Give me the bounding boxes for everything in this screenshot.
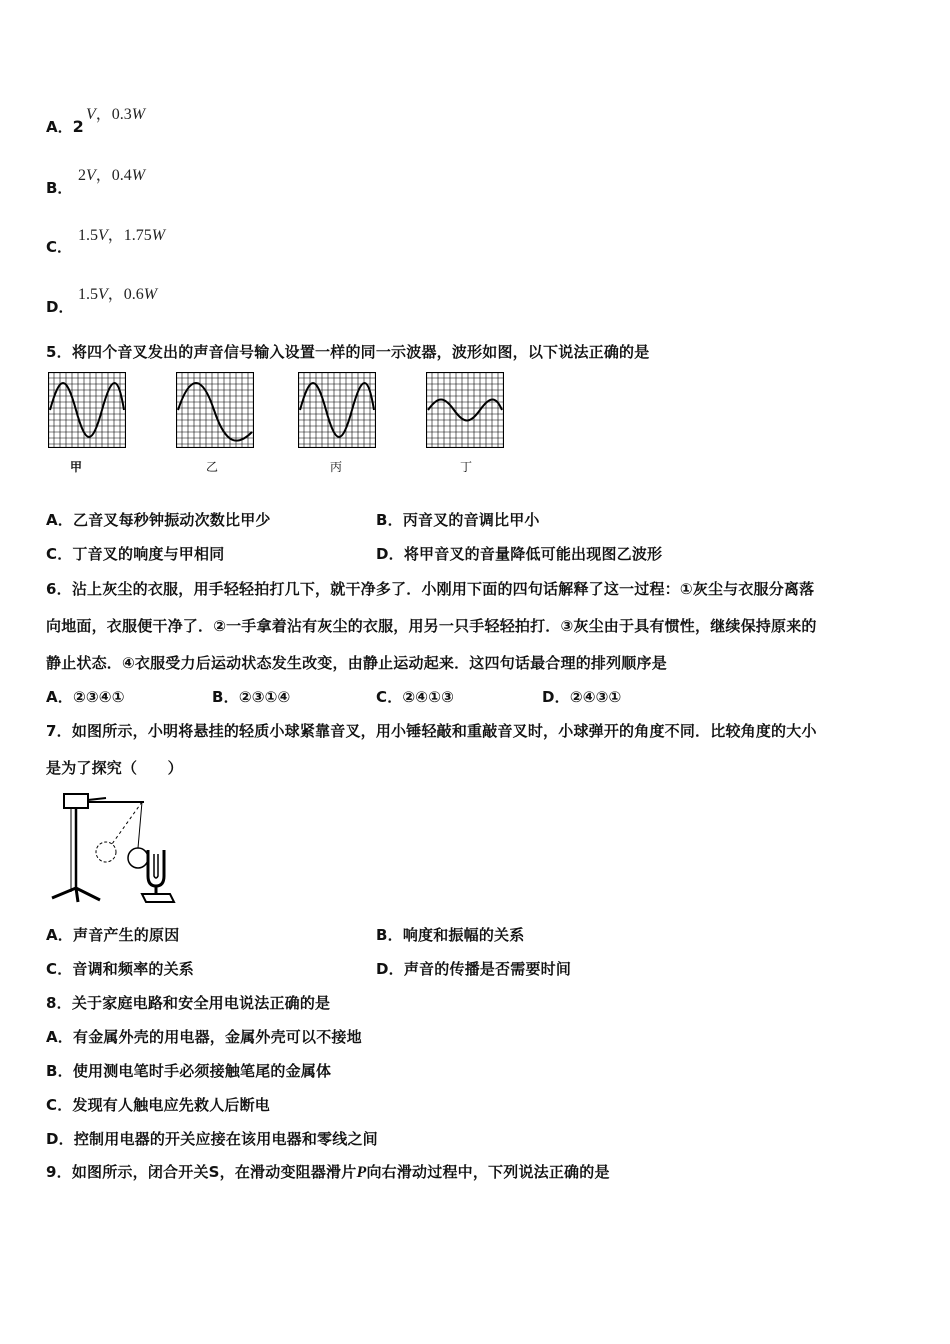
q4-option-b-value: 2V，0.4W [78,167,146,184]
q7-option-c: C．音调和频率的关系 [46,960,195,978]
q4-option-a-label: A．2 [46,117,84,136]
wave-label-bing: 丙 [330,460,343,474]
q4-option-a-value: V，0.3W [86,106,146,123]
q5-option-a: A．乙音叉每秒钟振动次数比甲少 [46,511,271,529]
wave-label-jia: 甲 [70,460,83,474]
q9-stem: 9．如图所示，闭合开关S，在滑动变阻器滑片P向右滑动过程中，下列说法正确的是 [46,1163,610,1181]
q8-option-c: C．发现有人触电应先救人后断电 [46,1096,271,1114]
q4-option-b-label: B． [46,179,73,197]
q5-option-c: C．丁音叉的响度与甲相同 [46,545,225,563]
waveform-yi [176,372,254,448]
q4-option-d-label: D． [46,298,74,316]
waveform-bing [298,372,376,448]
q5-option-b: B．丙音叉的音调比甲小 [376,511,540,529]
q4-option-d-value: 1.5V，0.6W [78,286,158,303]
q6-option-d: D．②④③① [542,688,622,706]
q6-option-a: A．②③④① [46,688,125,706]
wave-label-ding: 丁 [460,460,473,474]
q5-option-d: D．将甲音叉的音量降低可能出现图乙波形 [376,545,663,563]
q7-option-a: A．声音产生的原因 [46,926,180,944]
q8-option-a: A．有金属外壳的用电器，金属外壳可以不接地 [46,1028,362,1046]
q8-option-d: D．控制用电器的开关应接在该用电器和零线之间 [46,1130,378,1148]
q6-option-c: C．②④①③ [376,688,455,706]
q7-stem-line2: 是为了探究（ ） [46,759,183,777]
q5-stem: 5．将四个音叉发出的声音信号输入设置一样的同一示波器，波形如图，以下说法正确的是 [46,343,650,361]
waveform-jia [48,372,126,448]
q4-option-c-value: 1.5V，1.75W [78,227,166,244]
wave-label-yi: 乙 [206,460,219,474]
q6-stem-line2: 向地面，衣服便干净了．②一手拿着沾有灰尘的衣服，用另一只手轻轻拍打．③灰尘由于具有惯性，继续保持原来的 [46,617,817,635]
q7-option-b: B．响度和振幅的关系 [376,926,525,944]
waveform-ding [426,372,504,448]
q4-option-c-label: C． [46,238,73,256]
q7-stem-line1: 7．如图所示，小明将悬挂的轻质小球紧靠音叉，用小锤轻敲和重敲音叉时，小球弹开的角度不同．比较角度的大小 [46,722,817,740]
q8-stem: 8．关于家庭电路和安全用电说法正确的是 [46,994,331,1012]
q6-stem-line1: 6．沾上灰尘的衣服，用手轻轻拍打几下，就干净多了．小刚用下面的四句话解释了这一过程：①灰尘与衣服分离落 [46,580,815,598]
q6-option-b: B．②③①④ [212,688,291,706]
tuning-fork-apparatus-figure [46,788,196,910]
q6-stem-line3: 静止状态．④衣服受力后运动状态发生改变，由静止运动起来．这四句话最合理的排列顺序是 [46,654,667,672]
q7-option-d: D．声音的传播是否需要时间 [376,960,572,978]
q8-option-b: B．使用测电笔时手必须接触笔尾的金属体 [46,1062,332,1080]
